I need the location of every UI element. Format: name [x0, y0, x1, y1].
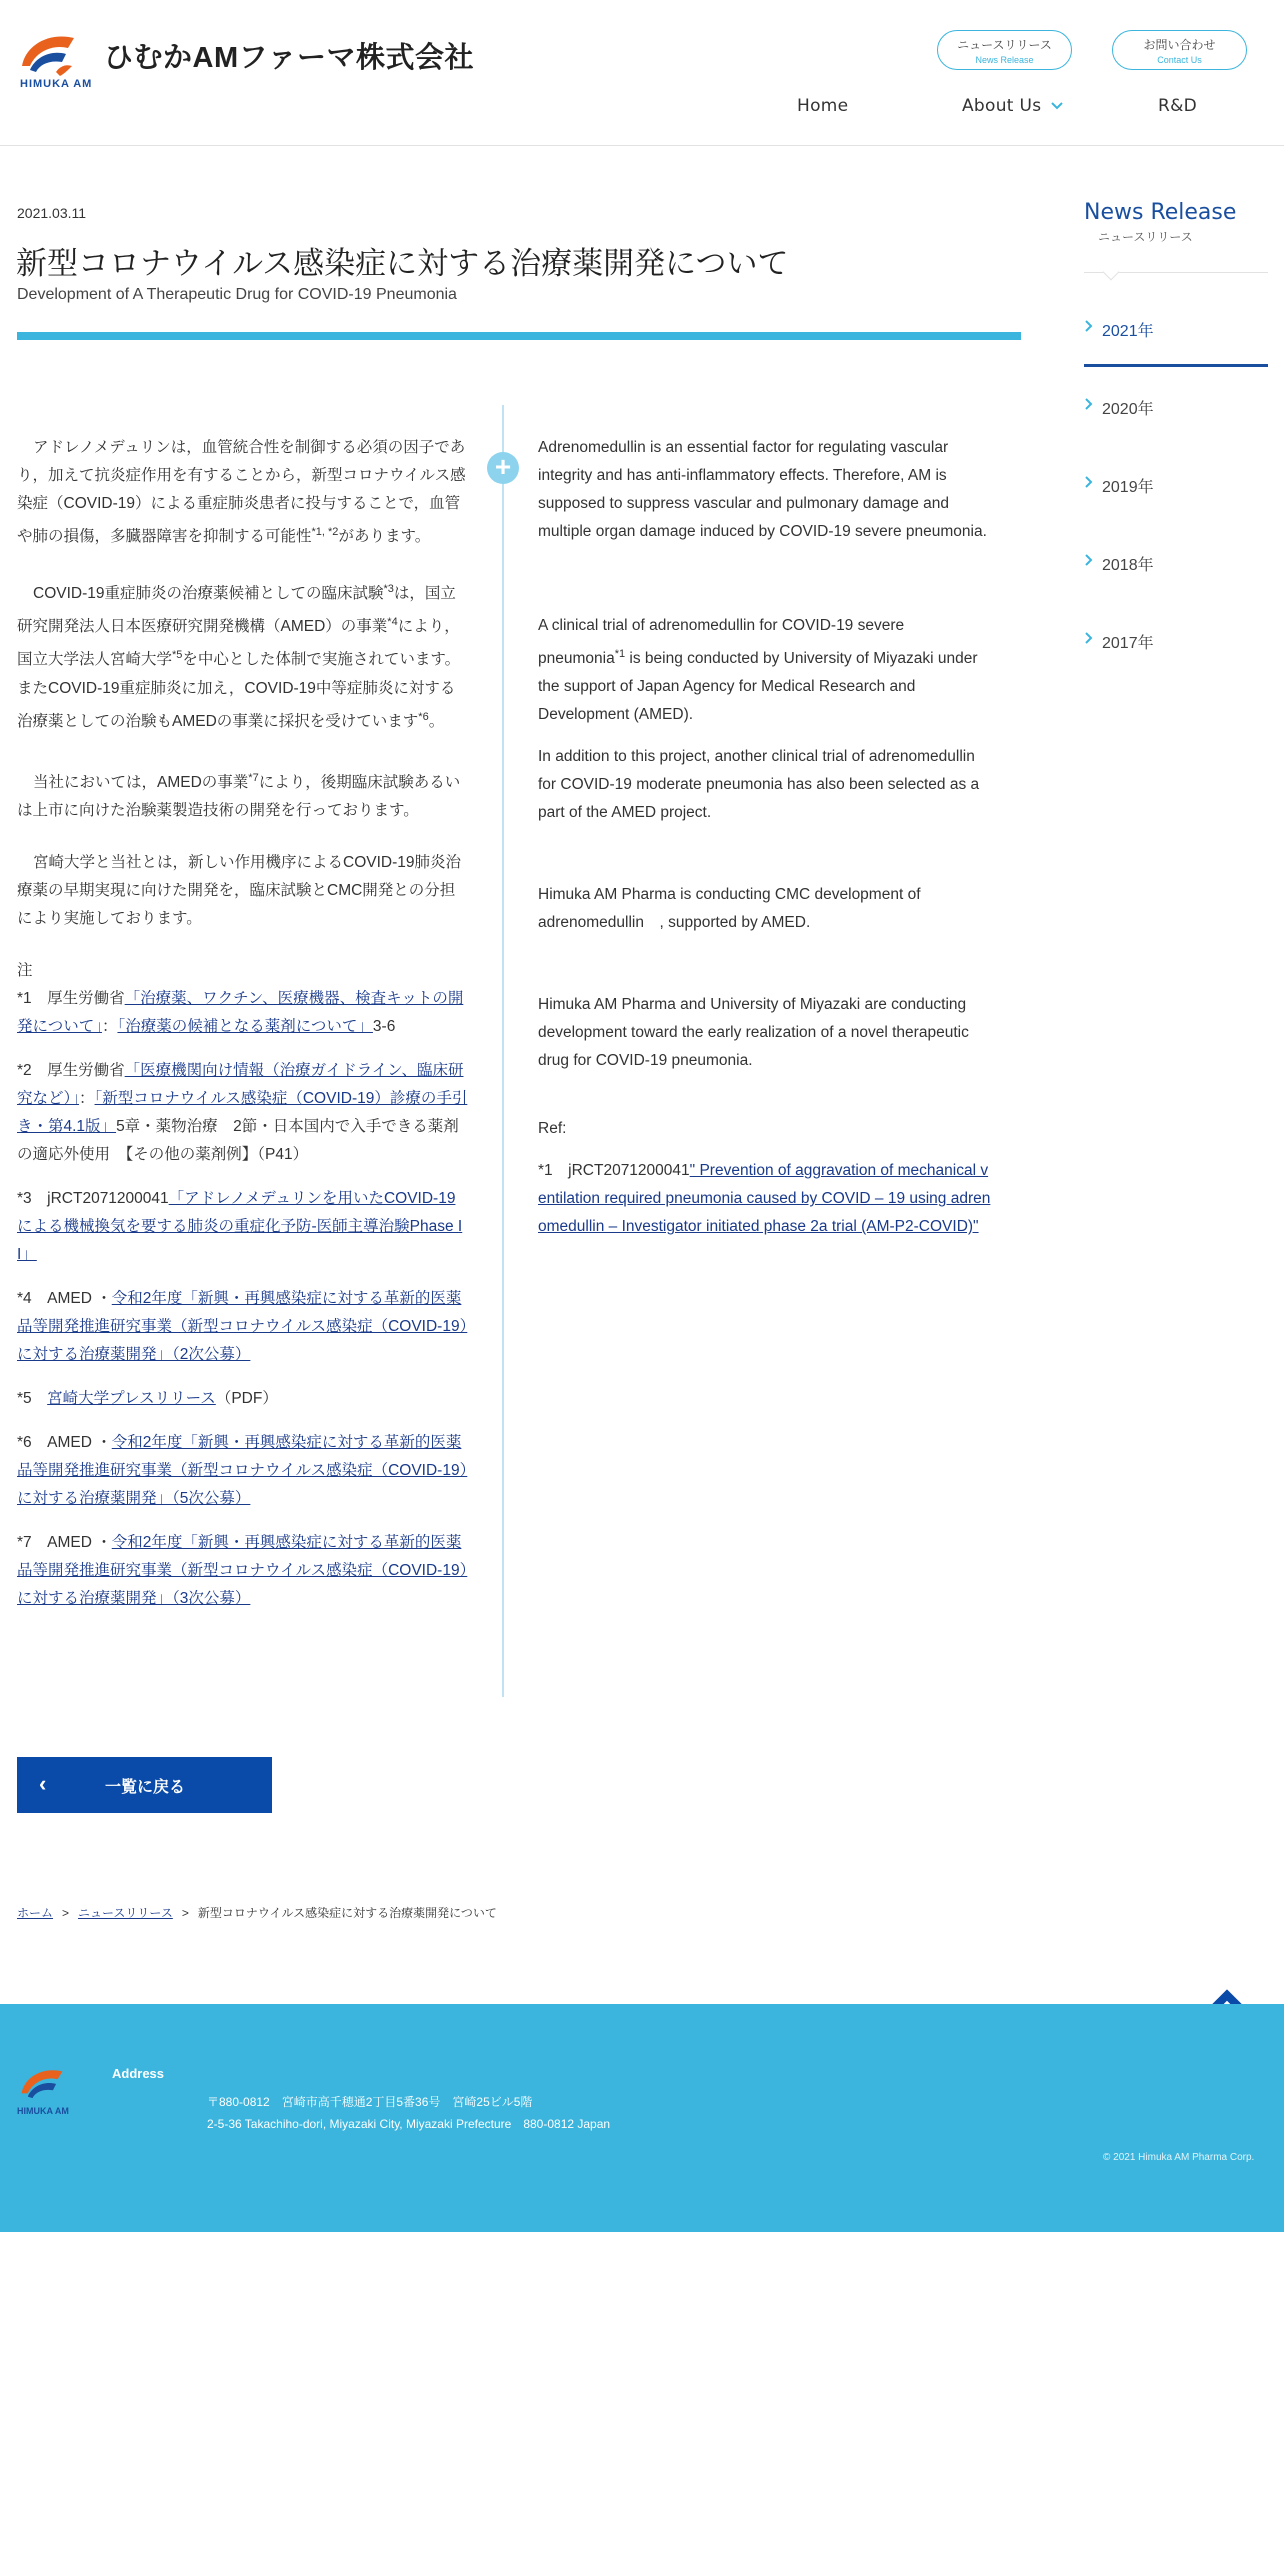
footer-copyright: © 2021 Himuka AM Pharma Corp. [1103, 2152, 1255, 2163]
sidebar-title-notch [1103, 264, 1120, 281]
note-7 [17, 1529, 470, 1613]
chevron-right-icon [1084, 319, 1094, 336]
jp-p2-text-b: は，国立研究開発法人日本医療研究開発機構（AMED）の事業 [17, 585, 456, 636]
news-release-button-label: ニュースリリース [957, 38, 1052, 52]
sidebar-year-2020[interactable] [1084, 396, 1268, 419]
jp-paragraph-2 [17, 575, 470, 736]
note-5-prefix: *5 [17, 1389, 48, 1407]
jp-p2-footnote-4: *4 [387, 616, 398, 629]
chevron-right-icon [1084, 553, 1094, 570]
breadcrumb-separator: > [181, 1906, 189, 1920]
en-ref-1 [538, 1157, 993, 1241]
sidebar-year-2018[interactable] [1084, 552, 1268, 575]
en-p2-footnote: *1 [614, 648, 626, 660]
note-2-suffix: 5章・薬物治療 2節・日本国内で入手できる薬剤の適応外使用 【その他の薬剤例】（P41） [17, 1117, 459, 1163]
footer-address-label: Address [112, 2066, 165, 2081]
note-1 [17, 985, 470, 1041]
note-6-link[interactable]: 令和2年度「新興・再興感染症に対する革新的医薬品等開発推進研究事業（新型コロナウイルス感染症（COVID-19）に対する治療薬開発」（5次公募） [17, 1433, 468, 1507]
note-2-link-2[interactable]: 「新型コロナウイルス感染症（COVID-19）診療の手引き・第4.1版」 [17, 1089, 468, 1135]
en-ref-1-prefix: *1 jRCT2071200041 [538, 1162, 690, 1180]
japanese-column [17, 434, 470, 1629]
company-logo[interactable] [16, 26, 474, 90]
en-paragraph-3: In addition to this project, another clinical trial of adrenomedullin for COVID-19 moderate pneumonia has also been selected as a part of the AMED project. [538, 748, 980, 822]
note-1-link-1[interactable]: 「治療薬、ワクチン、医療機器、検査キットの開発について」 [17, 989, 464, 1035]
jp-p2-text-d: を中心とした体制で実施されています。 [182, 651, 461, 669]
sidebar-year-label: 2019年 [1102, 479, 1154, 496]
page-title: 新型コロナウイルス感染症に対する治療薬開発について [16, 246, 789, 281]
en-p2-text-b: is being conducted by University of Miyazaki under the support of Japan Agency for Medical Research and Development (AMED). [538, 650, 978, 724]
jp-p3-text-a: 当社においては，AMEDの事業 [33, 773, 249, 791]
jp-p2-end: 。 [428, 712, 445, 730]
en-paragraph-4: Himuka AM Pharma is conducting CMC development of adrenomedullin , supported by AMED. [538, 886, 921, 932]
note-2-sep: ： [79, 1089, 95, 1107]
note-4 [17, 1285, 470, 1369]
en-paragraph-1: Adrenomedullin is an essential factor for regulating vascular integrity and has anti-inflammatory effects. Therefore, AM is supposed to suppress vascular and pulmonary damage and multiple organ damage induced by COVID-19 severe pneumonia. [538, 439, 987, 540]
jp-p1-end: があります。 [338, 528, 431, 546]
en-paragraph-2 [538, 612, 993, 729]
logo-mark-icon [16, 26, 98, 90]
chevron-right-icon [1084, 631, 1094, 648]
note-1-suffix: 3-6 [372, 1017, 396, 1035]
back-to-list-label: 一覧に戻る [105, 1779, 186, 1796]
jp-p2-footnote-3: *3 [383, 583, 394, 596]
note-5 [17, 1385, 470, 1413]
news-release-button[interactable] [937, 30, 1072, 70]
en-paragraph-5: Himuka AM Pharma and University of Miyazaki are conducting development toward the early realization of a novel therapeutic drug for COVID-19 pneumonia. [538, 996, 969, 1070]
jp-p2-text-e: またCOVID-19重症肺炎に加え，COVID-19中等症肺炎に対する治療薬としての治験もAMEDの事業に採択を受けています [17, 679, 456, 730]
en-p2-text-a: A clinical trial of adrenomedullin for COVID-19 severe pneumonia [538, 617, 905, 668]
sidebar-year-2021[interactable] [1084, 318, 1268, 341]
jp-p1-footnote: *1, *2 [311, 526, 339, 538]
page-subtitle: Development of A Therapeutic Drug for COVID-19 Pneumonia [17, 286, 457, 303]
english-column [538, 434, 993, 1255]
note-2 [17, 1057, 470, 1169]
title-underline-bar [17, 332, 1021, 340]
sidebar-year-label: 2018年 [1102, 557, 1154, 574]
contact-us-button-label: お問い合わせ [1143, 38, 1216, 52]
note-1-prefix: *1 厚生労働省 [17, 989, 125, 1007]
jp-p2-text-c: により，国立大学法人宮崎大学 [17, 618, 460, 669]
chevron-down-icon[interactable] [1050, 100, 1064, 115]
en-ref-1-link[interactable]: " Prevention of aggravation of mechanical ventilation required pneumonia caused by COVID – 19 using adrenomedullin – Investigator initiated phase 2a trial (AM-P2-COVID)" [538, 1162, 991, 1236]
jp-p3-text-b: により，後期臨床試験あるいは上市に向けた治験薬製造技術の開発を行っております。 [17, 773, 461, 819]
jp-p3-footnote-7: *7 [248, 771, 259, 784]
note-7-prefix: *7 AMED ・ [17, 1533, 112, 1551]
chevron-right-icon [1084, 475, 1094, 492]
jp-paragraph-3 [17, 764, 470, 825]
nav-about-us[interactable]: About Us [962, 96, 1042, 116]
news-release-button-sublabel: News Release [975, 55, 1034, 65]
sidebar-year-label: 2021年 [1102, 323, 1154, 340]
note-3 [17, 1185, 470, 1269]
breadcrumb-home[interactable]: ホーム [17, 1906, 54, 1920]
breadcrumb [17, 1904, 497, 1921]
note-6 [17, 1429, 470, 1513]
logo-company-name: ひむかAMファーマ株式会社 [104, 42, 475, 74]
note-3-prefix: *3 jRCT2071200041 [17, 1189, 169, 1207]
jp-paragraph-4: 宮崎大学と当社とは，新しい作用機序によるCOVID-19肺炎治療薬の早期実現に向けた開発を，臨床試験とCMC開発との分担により実施しております。 [17, 853, 461, 927]
nav-rd[interactable]: R&D [1158, 96, 1198, 116]
sidebar-title: News Release [1084, 200, 1237, 225]
chevron-right-icon [1084, 397, 1094, 414]
plus-icon: + [487, 452, 519, 484]
note-2-prefix: *2 厚生労働省 [17, 1061, 125, 1079]
jp-paragraph-1 [17, 434, 470, 551]
sidebar-subtitle: ニュースリリース [1098, 230, 1193, 244]
article-date: 2021.03.11 [17, 205, 87, 221]
site-header [0, 0, 1284, 146]
nav-home[interactable]: Home [797, 96, 849, 116]
jp-p1-text: アドレノメデュリンは，血管統合性を制御する必須の因子であり，加えて抗炎症作用を有することから，新型コロナウイルス感染症（COVID-19）による重症肺炎患者に投与することで，血管や肺の損傷，多臓器障害を抑制する可能性 [17, 439, 466, 546]
jp-p2-text-a: COVID-19重症肺炎の治療薬候補としての臨床試験 [33, 585, 384, 603]
breadcrumb-separator: > [62, 1906, 70, 1920]
contact-us-button[interactable] [1112, 30, 1247, 70]
chevron-left-icon: ‹ [39, 1771, 47, 1796]
footer-address-en: 2-5-36 Takachiho-dori, Miyazaki City, Miyazaki Prefecture 880-0812 Japan [207, 2117, 611, 2131]
logo-subtext: HIMUKA AM [20, 78, 93, 90]
sidebar-active-underline [1084, 364, 1268, 367]
notes-heading: 注 [17, 961, 33, 979]
note-2-link-1[interactable]: 「医療機関向け情報（治療ガイドライン、臨床研究など）」 [17, 1061, 464, 1107]
note-4-link[interactable]: 令和2年度「新興・再興感染症に対する革新的医薬品等開発推進研究事業（新型コロナウイルス感染症（COVID-19）に対する治療薬開発」（2次公募） [17, 1289, 468, 1363]
sidebar-year-label: 2020年 [1102, 401, 1154, 418]
jp-p2-footnote-5: *5 [172, 649, 183, 662]
sidebar-year-2017[interactable] [1084, 630, 1268, 653]
note-1-sep: ： [101, 1017, 118, 1035]
note-6-prefix: *6 AMED ・ [17, 1433, 112, 1451]
back-to-list-button[interactable] [17, 1757, 272, 1813]
jp-p2-footnote-6: *6 [418, 710, 429, 723]
sidebar-year-2019[interactable] [1084, 474, 1268, 497]
note-5-link[interactable]: 宮崎大学プレスリリース [47, 1389, 216, 1407]
note-3-link[interactable]: 「アドレノメデュリンを用いたCOVID-19による機械換気を要する肺炎の重症化予防-医師主導治験Phase II」 [17, 1189, 463, 1263]
footer-logo-subtext: HIMUKA AM [17, 2106, 69, 2116]
note-1-link-2[interactable]: 「治療薬の候補となる薬剤について」 [117, 1017, 373, 1035]
breadcrumb-current: 新型コロナウイルス感染症に対する治療薬開発について [197, 1906, 497, 1920]
footer-address-jp: 〒880-0812 宮崎市高千穂通2丁目5番36号 宮崎25ビル5階 [207, 2095, 533, 2109]
note-7-link[interactable]: 令和2年度「新興・再興感染症に対する革新的医薬品等開発推進研究事業（新型コロナウイルス感染症（COVID-19）に対する治療薬開発」（3次公募） [17, 1533, 468, 1607]
note-5-suffix: （PDF） [215, 1389, 278, 1407]
column-divider [502, 405, 504, 1697]
note-4-prefix: *4 AMED ・ [17, 1289, 112, 1307]
site-footer [0, 2004, 1284, 2232]
sidebar-year-label: 2017年 [1102, 635, 1154, 652]
contact-us-button-sublabel: Contact Us [1157, 55, 1202, 65]
breadcrumb-news[interactable]: ニュースリリース [78, 1906, 173, 1920]
en-ref-heading: Ref: [538, 1120, 567, 1138]
